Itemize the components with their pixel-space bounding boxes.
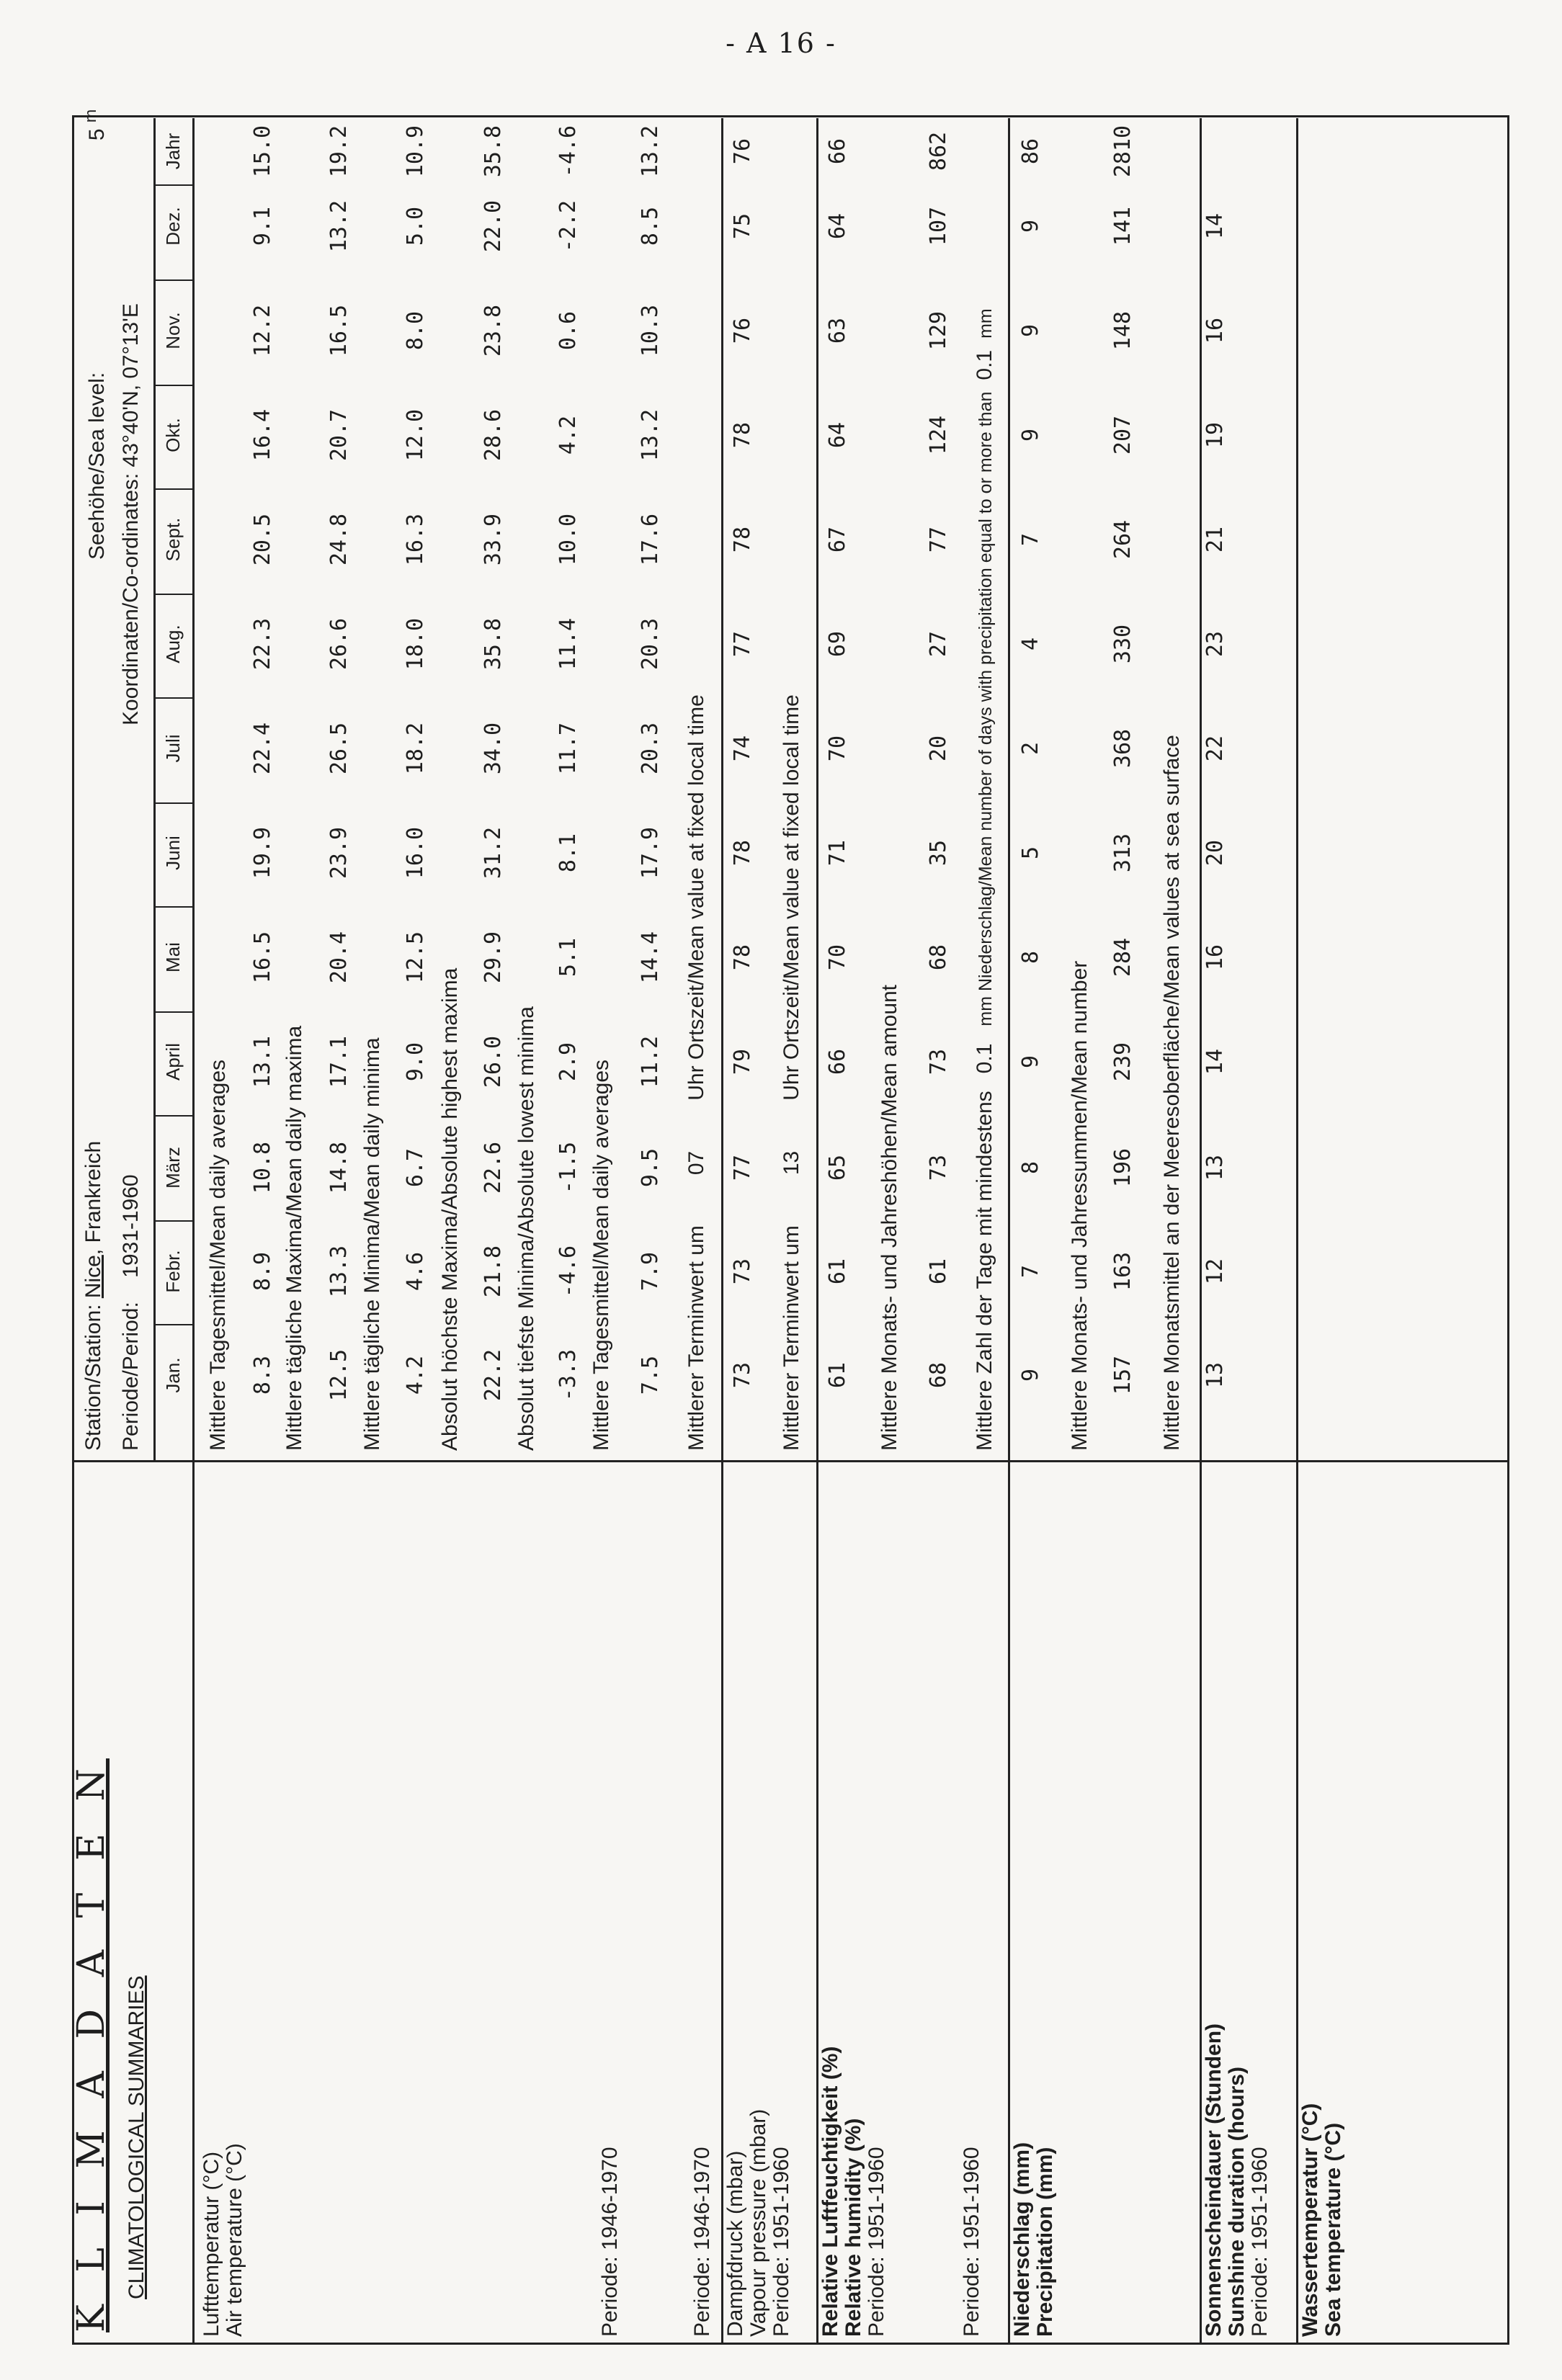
table-cell: 70: [825, 944, 850, 971]
table-cell: 74: [730, 735, 755, 762]
table-cell: 207: [1110, 415, 1135, 455]
table-cell: 22.4: [250, 722, 275, 775]
table-cell: 22.6: [481, 1141, 506, 1194]
table-cell: -1.5: [555, 1141, 581, 1194]
month-header-3: April: [162, 1043, 184, 1081]
month-header-2: März: [162, 1147, 184, 1189]
table-cell: 18.0: [403, 617, 428, 671]
row-caption-6: Mittlerer Terminwert um07Uhr Ortszeit/Mean value at fixed local time: [684, 694, 708, 1451]
table-cell: 8.5: [638, 206, 663, 246]
table-cell: -4.6: [555, 125, 581, 178]
table-cell: 7.5: [638, 1355, 663, 1395]
row-caption-0: Mittlere Tagesmittel/Mean daily averages: [206, 1059, 230, 1451]
table-cell: 157: [1110, 1355, 1135, 1395]
table-cell: 5.1: [555, 937, 581, 978]
table-cell: 4: [1018, 637, 1043, 651]
table-cell: 9.5: [638, 1148, 663, 1188]
table-cell: 20.3: [638, 722, 663, 775]
table-cell: 9: [1018, 428, 1043, 442]
table-cell: 20.7: [326, 408, 352, 462]
table-cell: 76: [730, 317, 755, 344]
station-line: Station/Station: Nice, Frankreich: [81, 1140, 105, 1451]
month-header-0: Jan.: [162, 1357, 184, 1393]
table-cell: 5.0: [403, 206, 428, 246]
table-cell: 78: [730, 526, 755, 553]
table-cell: 22.2: [481, 1348, 506, 1402]
sea-temp-label: Wassertemperatur (°C) Sea temperature (°C): [1298, 2103, 1345, 2337]
table-cell: 9: [1018, 1055, 1043, 1069]
table-cell: 12.5: [326, 1348, 352, 1402]
station-name: Nice: [81, 1255, 105, 1299]
section-divider: [721, 118, 723, 1462]
row-caption-4: Absolut tiefste Minima/Absolute lowest minima: [514, 1006, 538, 1451]
table-cell: 73: [926, 1154, 951, 1181]
table-cell: 0.6: [555, 310, 581, 351]
table-cell: 13.2: [638, 408, 663, 462]
table-cell: 4.2: [555, 415, 581, 455]
table-cell: 69: [825, 630, 850, 658]
table-cell: 19.9: [250, 826, 275, 880]
table-cell: 2810: [1110, 125, 1135, 178]
table-cell: 2.9: [555, 1042, 581, 1082]
humidity-period-2: Periode: 1951-1960: [960, 2147, 983, 2337]
table-cell: 19.2: [326, 125, 352, 178]
table-cell: 16.5: [250, 931, 275, 984]
table-cell: 66: [825, 1048, 850, 1075]
table-cell: 35.8: [481, 125, 506, 178]
table-cell: 8.3: [250, 1355, 275, 1395]
table-cell: 70: [825, 735, 850, 762]
table-cell: 14: [1202, 1048, 1228, 1075]
table-cell: 78: [730, 944, 755, 971]
table-cell: 8: [1018, 1160, 1043, 1175]
section-divider: [1296, 118, 1298, 1462]
precip-label: Niederschlag (mm) Precipitation (mm): [1010, 2142, 1057, 2337]
table-cell: 26.5: [326, 722, 352, 775]
table-cell: 26.6: [326, 617, 352, 671]
table-cell: 20.5: [250, 513, 275, 566]
table-cell: 7: [1018, 532, 1043, 547]
table-cell: 13.3: [326, 1245, 352, 1298]
table-cell: 22.3: [250, 617, 275, 671]
air-temp-period-2: Periode: 1946-1970: [690, 2147, 714, 2337]
table-cell: 10.8: [250, 1141, 275, 1194]
month-header-1: Febr.: [162, 1250, 184, 1293]
table-cell: 73: [730, 1361, 755, 1389]
table-cell: 2: [1018, 741, 1043, 756]
label-divider-top: [192, 1462, 195, 2343]
table-cell: 862: [926, 131, 951, 171]
table-cell: 107: [926, 206, 951, 246]
table-cell: 16: [1202, 317, 1228, 344]
month-header-6: Juli: [162, 734, 184, 763]
table-cell: 148: [1110, 310, 1135, 351]
table-cell: 239: [1110, 1042, 1135, 1082]
table-cell: 16.3: [403, 513, 428, 566]
row-caption-5: Mittlere Tagesmittel/Mean daily averages: [589, 1059, 613, 1451]
section-divider: [816, 118, 818, 1462]
table-cell: 35.8: [481, 617, 506, 671]
month-row-top: [153, 118, 156, 1462]
table-cell: 68: [926, 1361, 951, 1389]
table-cell: 65: [825, 1154, 850, 1181]
table-cell: 9: [1018, 323, 1043, 338]
table-cell: 86: [1018, 138, 1043, 165]
table-cell: 17.6: [638, 513, 663, 566]
row-caption-3: Absolut höchste Maxima/Absolute highest maxima: [438, 967, 462, 1451]
table-cell: 31.2: [481, 826, 506, 880]
table-cell: 17.1: [326, 1035, 352, 1088]
row-caption-2: Mittlere tägliche Minima/Mean daily minima: [360, 1037, 384, 1451]
table-cell: 163: [1110, 1251, 1135, 1292]
document-subtitle: CLIMATOLOGICAL SUMMARIES: [125, 1975, 148, 2299]
table-cell: 61: [825, 1258, 850, 1285]
month-header-7: Aug.: [162, 625, 184, 663]
table-cell: 26.0: [481, 1035, 506, 1088]
table-cell: 22.0: [481, 200, 506, 253]
table-cell: 14.4: [638, 931, 663, 984]
table-cell: 71: [825, 839, 850, 867]
table-cell: 18.2: [403, 722, 428, 775]
month-header-9: Okt.: [162, 418, 184, 452]
row-caption-8: Mittlere Monats- und Jahreshöhen/Mean amount: [878, 984, 901, 1451]
table-cell: 73: [926, 1048, 951, 1075]
table-cell: 284: [1110, 937, 1135, 978]
table-cell: 67: [825, 526, 850, 553]
month-header-5: Juni: [162, 836, 184, 870]
table-cell: 141: [1110, 206, 1135, 246]
table-cell: 20: [926, 735, 951, 762]
table-cell: 21.8: [481, 1245, 506, 1298]
page-number: - A 16 -: [726, 27, 836, 59]
period-line: Periode/Period: 1931-1960: [119, 1174, 143, 1451]
coordinates-line: Koordinaten/Co-ordinates: 43°40'N, 07°13'E: [119, 303, 143, 725]
row-caption-11: Mittlere Monatsmittel an der Meeresoberfläche/Mean values at sea surface: [1160, 735, 1184, 1451]
table-cell: 17.9: [638, 826, 663, 880]
table-cell: 21: [1202, 526, 1228, 553]
table-cell: 12.5: [403, 931, 428, 984]
vapour-label: Dampfdruck (mbar) Vapour pressure (mbar) Periode: 1951-1960: [723, 2108, 793, 2337]
table-cell: 264: [1110, 519, 1135, 560]
table-cell: 8.1: [555, 833, 581, 873]
section-divider: [1008, 118, 1010, 1462]
table-cell: 11.4: [555, 617, 581, 671]
table-cell: 19: [1202, 421, 1228, 449]
table-cell: 68: [926, 944, 951, 971]
table-cell: -2.2: [555, 200, 581, 253]
table-cell: 129: [926, 310, 951, 351]
month-header-11: Dez.: [162, 207, 184, 246]
table-cell: 14: [1202, 212, 1228, 240]
table-cell: 76: [730, 138, 755, 165]
table-cell: 28.6: [481, 408, 506, 462]
table-cell: 14.8: [326, 1141, 352, 1194]
table-cell: 23: [1202, 630, 1228, 658]
label-column: [70, 1460, 1507, 2343]
table-cell: 9: [1018, 1368, 1043, 1382]
table-cell: 16: [1202, 944, 1228, 971]
table-cell: 63: [825, 317, 850, 344]
table-cell: 7.9: [638, 1251, 663, 1292]
air-temp-label: Lufttemperatur (°C) Air temperature (°C): [200, 2143, 246, 2337]
table-cell: 20: [1202, 839, 1228, 867]
table-cell: 75: [730, 212, 755, 240]
month-row-bottom: [192, 118, 195, 1462]
table-cell: 77: [730, 630, 755, 658]
table-cell: 196: [1110, 1148, 1135, 1188]
climate-table: [70, 109, 1509, 2345]
row-caption-10: Mittlere Monats- und Jahressummen/Mean number: [1068, 960, 1092, 1451]
table-cell: 8.9: [250, 1251, 275, 1292]
table-cell: 35: [926, 839, 951, 867]
table-cell: 6.7: [403, 1148, 428, 1188]
row-caption-9: Mittlere Zahl der Tage mit mindestens0.1mm Niederschlag/Mean number of days with precipitation equal to or more than0.1mm: [973, 308, 996, 1451]
table-cell: 7: [1018, 1264, 1043, 1279]
table-cell: 78: [730, 839, 755, 867]
humidity-period-1: Periode: 1951-1960: [865, 2147, 888, 2337]
table-cell: -3.3: [555, 1348, 581, 1402]
row-caption-1: Mittlere tägliche Maxima/Mean daily maxima: [282, 1025, 306, 1451]
table-cell: 24.8: [326, 513, 352, 566]
table-cell: 13.2: [326, 200, 352, 253]
table-cell: 34.0: [481, 722, 506, 775]
document-title: K L I M A D A T E N: [70, 1758, 113, 2332]
month-header-12: Jahr: [162, 133, 184, 170]
table-cell: 13: [1202, 1361, 1228, 1389]
table-cell: 64: [825, 212, 850, 240]
table-cell: 78: [730, 421, 755, 449]
month-header-4: Mai: [162, 942, 184, 972]
month-header-10: Nov.: [162, 312, 184, 349]
table-cell: 13: [1202, 1154, 1228, 1181]
sea-level-line: Seehöhe/Sea level: 5 $^m$: [81, 109, 109, 560]
table-cell: 23.8: [481, 304, 506, 357]
table-cell: 20.4: [326, 931, 352, 984]
table-cell: 4.6: [403, 1251, 428, 1292]
table-cell: 4.2: [403, 1355, 428, 1395]
table-cell: 10.9: [403, 125, 428, 178]
table-cell: 368: [1110, 728, 1135, 769]
table-cell: 11.2: [638, 1035, 663, 1088]
table-cell: 12.2: [250, 304, 275, 357]
table-cell: 27: [926, 630, 951, 658]
sunshine-label: Sonnenscheindauer (Stunden) Sunshine duration (hours) Periode: 1951-1960: [1202, 2023, 1272, 2337]
table-cell: 15.0: [250, 125, 275, 178]
table-cell: 9.0: [403, 1042, 428, 1082]
air-temp-period-1: Periode: 1946-1970: [598, 2147, 622, 2337]
table-cell: 16.5: [326, 304, 352, 357]
table-cell: 313: [1110, 833, 1135, 873]
table-cell: 73: [730, 1258, 755, 1285]
table-cell: 9.1: [250, 206, 275, 246]
table-cell: 13.1: [250, 1035, 275, 1088]
table-cell: 8.0: [403, 310, 428, 351]
table-cell: 124: [926, 415, 951, 455]
table-cell: 61: [926, 1258, 951, 1285]
table-cell: 13.2: [638, 125, 663, 178]
table-cell: 10.0: [555, 513, 581, 566]
row-caption-7: Mittlerer Terminwert um13Uhr Ortszeit/Mean value at fixed local time: [780, 694, 803, 1451]
table-cell: 5: [1018, 846, 1043, 860]
table-cell: 9: [1018, 219, 1043, 233]
table-cell: 16.0: [403, 826, 428, 880]
table-cell: 64: [825, 421, 850, 449]
table-cell: 77: [730, 1154, 755, 1181]
section-divider: [1200, 118, 1202, 1462]
table-cell: 10.3: [638, 304, 663, 357]
table-cell: 66: [825, 138, 850, 165]
table-cell: 33.9: [481, 513, 506, 566]
table-cell: 23.9: [326, 826, 352, 880]
table-cell: 330: [1110, 624, 1135, 664]
table-cell: 11.7: [555, 722, 581, 775]
table-cell: 22: [1202, 735, 1228, 762]
humidity-label: Relative Luftfeuchtigkeit (%) Relative humidity (%): [818, 2046, 865, 2337]
month-header-8: Sept.: [162, 517, 184, 562]
table-cell: 16.4: [250, 408, 275, 462]
table-cell: 77: [926, 526, 951, 553]
table-cell: -4.6: [555, 1245, 581, 1298]
table-cell: 29.9: [481, 931, 506, 984]
table-cell: 12: [1202, 1258, 1228, 1285]
table-cell: 79: [730, 1048, 755, 1075]
table-cell: 61: [825, 1361, 850, 1389]
table-cell: 8: [1018, 950, 1043, 965]
table-cell: 12.0: [403, 408, 428, 462]
table-cell: 20.3: [638, 617, 663, 671]
